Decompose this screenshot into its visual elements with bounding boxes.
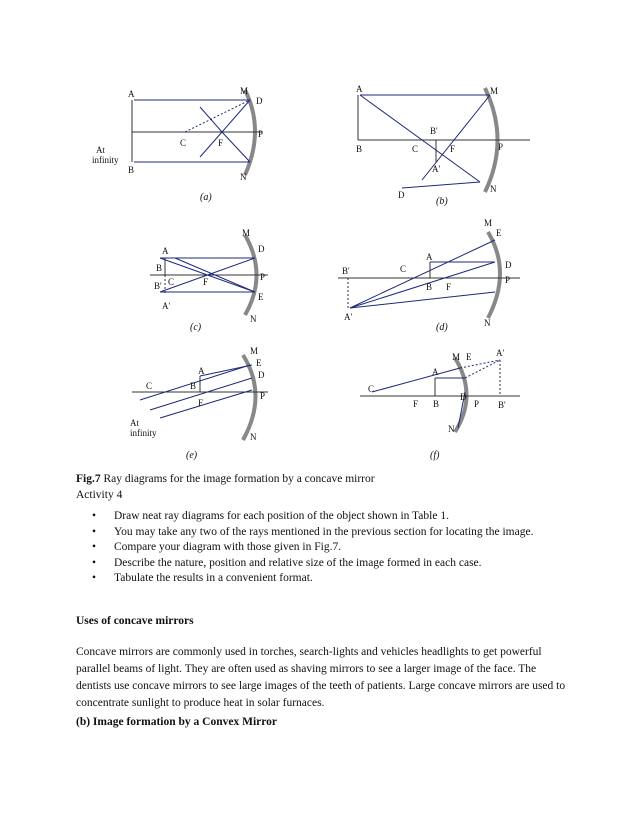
label-p: P <box>474 399 480 409</box>
bullet-item: • Describe the nature, position and relative size of the image formed in each case. <box>92 556 562 572</box>
panel-a-caption: (a) <box>200 192 212 203</box>
convex-heading: (b) Image formation by a Convex Mirror <box>76 716 278 728</box>
label-b: B <box>190 381 197 391</box>
figure-caption <box>76 471 576 503</box>
label-c: C <box>400 264 407 274</box>
panel-a-labels <box>92 86 263 203</box>
label-n: N <box>250 432 257 442</box>
panel-f-labels <box>368 348 506 461</box>
label-m: M <box>242 228 251 238</box>
label-f: F <box>446 282 452 292</box>
label-a: A <box>426 252 433 262</box>
label-m: M <box>490 86 499 96</box>
label-p: P <box>498 142 504 152</box>
label-e: E <box>258 292 264 302</box>
label-c: C <box>168 277 175 287</box>
activity-label: Activity 4 <box>76 489 123 501</box>
label-infinity: infinity <box>130 428 157 438</box>
label-p: P <box>258 129 264 139</box>
label-c: C <box>412 144 419 154</box>
bullet-item: • Tabulate the results in a convenient format. <box>92 571 562 587</box>
label-n: N <box>240 172 247 182</box>
panel-c-caption: (c) <box>190 322 202 333</box>
label-d: D <box>460 392 467 402</box>
label-c: C <box>146 381 153 391</box>
bullet-item: • Compare your diagram with those given in Fig.7. <box>92 540 562 556</box>
bullet-item: • You may take any two of the rays mentioned in the previous section for locating the image. <box>92 525 562 541</box>
label-f: F <box>203 277 209 287</box>
label-b: B <box>356 144 363 154</box>
figure-caption-text: Ray diagrams for the image formation by a concave mirror <box>100 473 375 485</box>
label-a: A <box>198 366 205 376</box>
bullet-item: • Draw neat ray diagrams for each position of the object shown in Table 1. <box>92 509 562 525</box>
figure-label: Fig.7 <box>76 473 101 485</box>
label-n: N <box>250 314 257 324</box>
label-n: N <box>490 184 497 194</box>
label-a-prime: A' <box>432 164 441 174</box>
label-a-prime: A' <box>496 348 505 358</box>
label-infinity: infinity <box>92 155 119 165</box>
panel-d <box>338 232 520 318</box>
panel-f-caption: (f) <box>430 450 440 461</box>
label-d: D <box>505 260 512 270</box>
panel-e-caption: (e) <box>186 450 198 461</box>
label-c: C <box>180 138 187 148</box>
label-d: D <box>256 96 263 106</box>
label-n: N <box>484 318 491 328</box>
label-m: M <box>484 218 493 228</box>
panel-f <box>360 358 520 432</box>
label-b-prime: B' <box>342 266 350 276</box>
label-d: D <box>258 370 265 380</box>
label-f: F <box>413 399 419 409</box>
label-n: N <box>448 424 455 434</box>
uses-paragraph: Concave mirrors are commonly used in torches, search-lights and vehicles headlights to get powerful parallel beams of light. They are often used as shaving mirrors to see a larger image of the face. The dentists use concave mirrors to see large images of the teeth of patients. Large concave mirrors are used to concentrate sunlight to produce heat in solar furnaces. <box>76 646 566 709</box>
label-a-prime: A' <box>344 312 353 322</box>
label-a: A <box>432 367 439 377</box>
label-f: F <box>218 138 224 148</box>
label-e: E <box>496 228 502 238</box>
label-a: A <box>162 246 169 256</box>
label-f: F <box>198 398 204 408</box>
panel-b <box>358 88 530 192</box>
label-b: B <box>128 165 135 175</box>
label-b-prime: B' <box>430 126 438 136</box>
label-b: B <box>156 263 163 273</box>
label-m: M <box>240 86 249 96</box>
label-b-prime: B' <box>154 281 162 291</box>
label-at: At <box>130 418 139 428</box>
label-d: D <box>398 190 405 200</box>
label-at: At <box>96 145 105 155</box>
label-m: M <box>452 352 461 362</box>
uses-heading: Uses of concave mirrors <box>76 615 194 627</box>
label-b: B <box>433 399 440 409</box>
label-b: B <box>426 282 433 292</box>
panel-d-labels <box>342 218 512 333</box>
label-e: E <box>256 358 262 368</box>
activity-bullet-list <box>92 509 562 587</box>
label-f: F <box>450 144 456 154</box>
label-a: A <box>128 89 135 99</box>
label-a: A <box>356 84 363 94</box>
panel-e-labels <box>130 346 265 461</box>
panel-d-caption: (d) <box>436 322 448 333</box>
label-d: D <box>258 244 265 254</box>
label-p: P <box>505 275 511 285</box>
label-a-prime: A' <box>162 301 171 311</box>
label-b-prime: B' <box>498 400 506 410</box>
label-p: P <box>260 391 266 401</box>
panel-b-caption: (b) <box>436 196 448 207</box>
panel-a <box>132 90 262 175</box>
label-m: M <box>250 346 259 356</box>
label-e: E <box>466 352 472 362</box>
label-p: P <box>260 272 266 282</box>
label-c: C <box>368 384 375 394</box>
